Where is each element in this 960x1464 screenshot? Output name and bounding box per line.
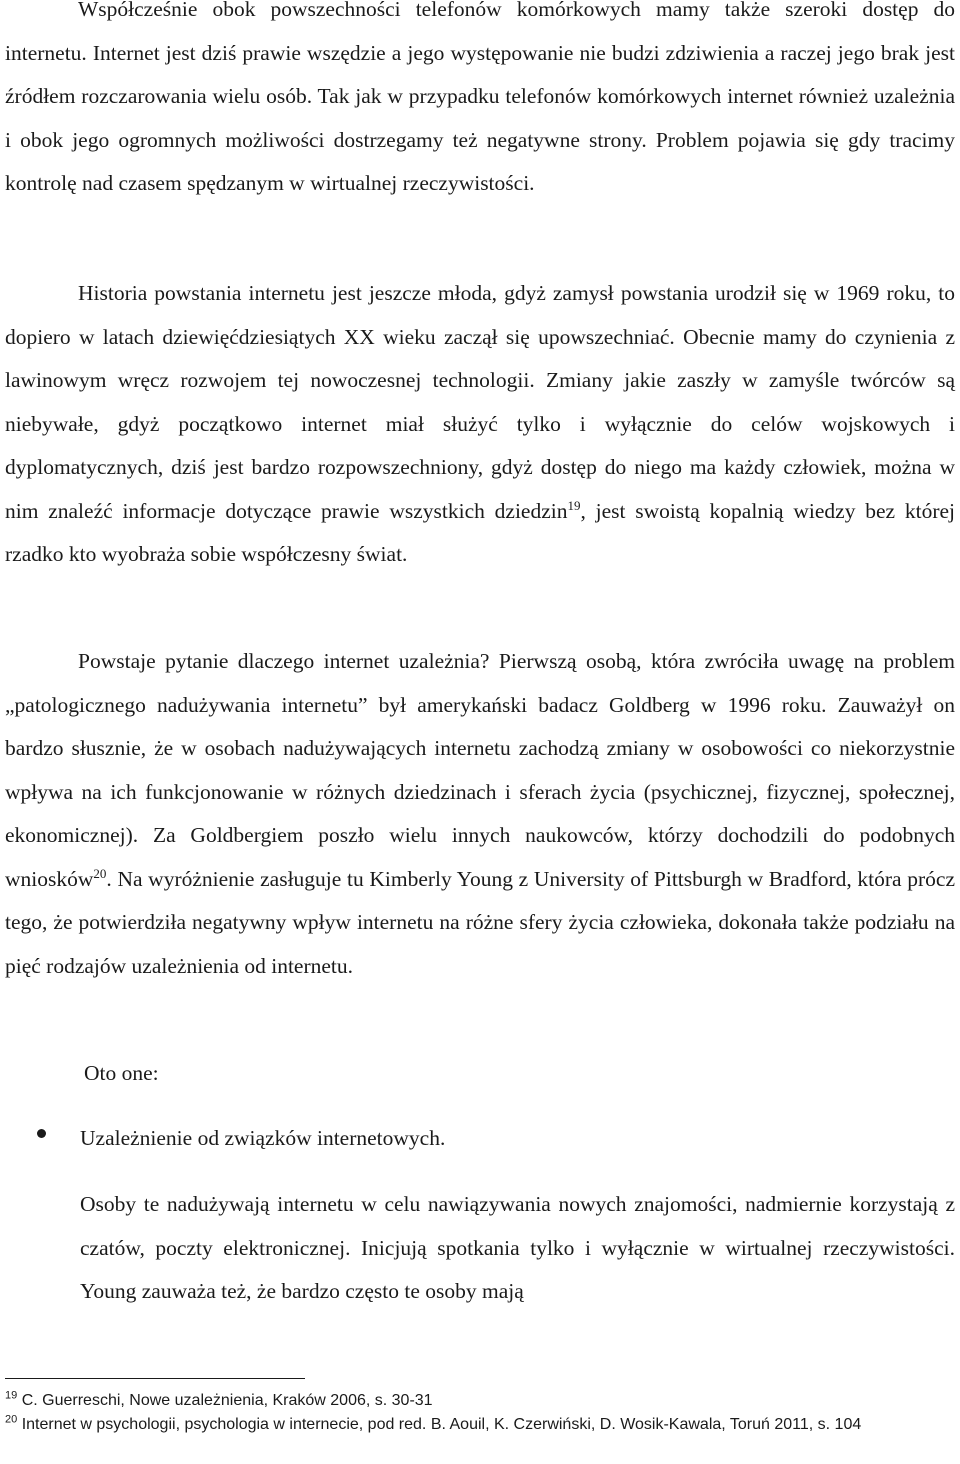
footnote-ref-20[interactable]: 20 bbox=[93, 865, 107, 881]
paragraph-1 bbox=[5, 0, 955, 206]
footnote-19 bbox=[5, 1390, 955, 1412]
paragraph-3-text-continued: . Na wyróżnienie zasługuje tu Kimberly Young z University of Pittsburgh w Bradford, która prócz tego, że potwierdziła negatywny wpływ internetu na różne sfery życia człowieka, dokonała także podziału na pięć rodzajów uzależnienia od internetu. bbox=[5, 866, 955, 978]
paragraph-2-text-continued: , jest swoistą kopalnią wiedzy bez której rzadko kto wyobraża sobie współczesny świat. bbox=[5, 498, 955, 566]
footnote-text: C. Guerreschi, Nowe uzależnienia, Kraków 2006, s. 30-31 bbox=[21, 1392, 433, 1409]
bullet-icon bbox=[37, 1129, 46, 1138]
footnote-number: 20 bbox=[5, 1413, 18, 1426]
paragraph-3-text: Powstaje pytanie dlaczego internet uzależnia? Pierwszą osobą, która zwróciła uwagę na problem „patologicznego nadużywania internetu” był amerykański badacz Goldberg w 1996 roku. Zauważył on bardzo słusznie, że w osobach nadużywających internetu zachodzą zmiany w osobowości co niekorzystnie wpływa na ich funkcjonowanie w różnych dziedzinach i sferach życia (psychicznej, fizycznej, społecznej, ekonomicznej). Za Goldbergiem poszło wielu innych naukowców, którzy dochodzili do podobnych wniosków bbox=[5, 649, 955, 891]
paragraph-3 bbox=[5, 640, 955, 988]
footnote-20 bbox=[5, 1414, 955, 1436]
paragraph-2 bbox=[5, 272, 955, 577]
list-item-1-description: Osoby te nadużywają internetu w celu nawiązywania nowych znajomości, nadmiernie korzystają z czatów, poczty elektronicznej. Inicjują spotkania tylko i wyłącznie w wirtualnej rzeczywistości. Young zauważa też, że bardzo często te osoby mają bbox=[80, 1192, 955, 1303]
paragraph-1-text: Współcześnie obok powszechności telefonów komórkowych mamy także szeroki dostęp do internetu. Internet jest dziś prawie wszędzie a jego występowanie nie budzi zdziwienia a raczej jego brak jest źródłem rozczarowania wielu osób. Tak jak w przypadku telefonów komórkowych internet również uzależnia i obok jego ogromnych możliwości dostrzegamy też negatywne strony. Problem pojawia się gdy tracimy kontrolę nad czasem spędzanym w wirtualnej rzeczywistości. bbox=[5, 0, 955, 195]
list-intro: Oto one: bbox=[84, 1061, 159, 1085]
list-item-1-heading: Uzależnienie od związków internetowych. bbox=[80, 1126, 446, 1150]
paragraph-2-text: Historia powstania internetu jest jeszcze młoda, gdyż zamysł powstania urodził się w 1969 roku, to dopiero w latach dziewięćdziesiątych XX wieku zaczął się upowszechniać. Obecnie mamy do czynienia z lawinowym wręcz rozwojem tej nowoczesnej technologii. Zmiany jakie zaszły w zamyśle twórców są niebywałe, gdyż początkowo internet miał służyć tylko i wyłącznie do celów wojskowych i dyplomatycznych, dziś jest bardzo rozpowszechniony, gdyż dostęp do niego ma każdy człowiek, można w nim znaleźć informacje dotyczące prawie wszystkich dziedzin bbox=[5, 281, 955, 523]
footnote-ref-19[interactable]: 19 bbox=[567, 497, 581, 513]
footnote-text: Internet w psychologii, psychologia w internecie, pod red. B. Aouil, K. Czerwiński, D. Wosik-Kawala, Toruń 2011, s. 104 bbox=[21, 1416, 862, 1433]
footnote-divider bbox=[5, 1378, 305, 1379]
footnote-number: 19 bbox=[5, 1389, 18, 1402]
